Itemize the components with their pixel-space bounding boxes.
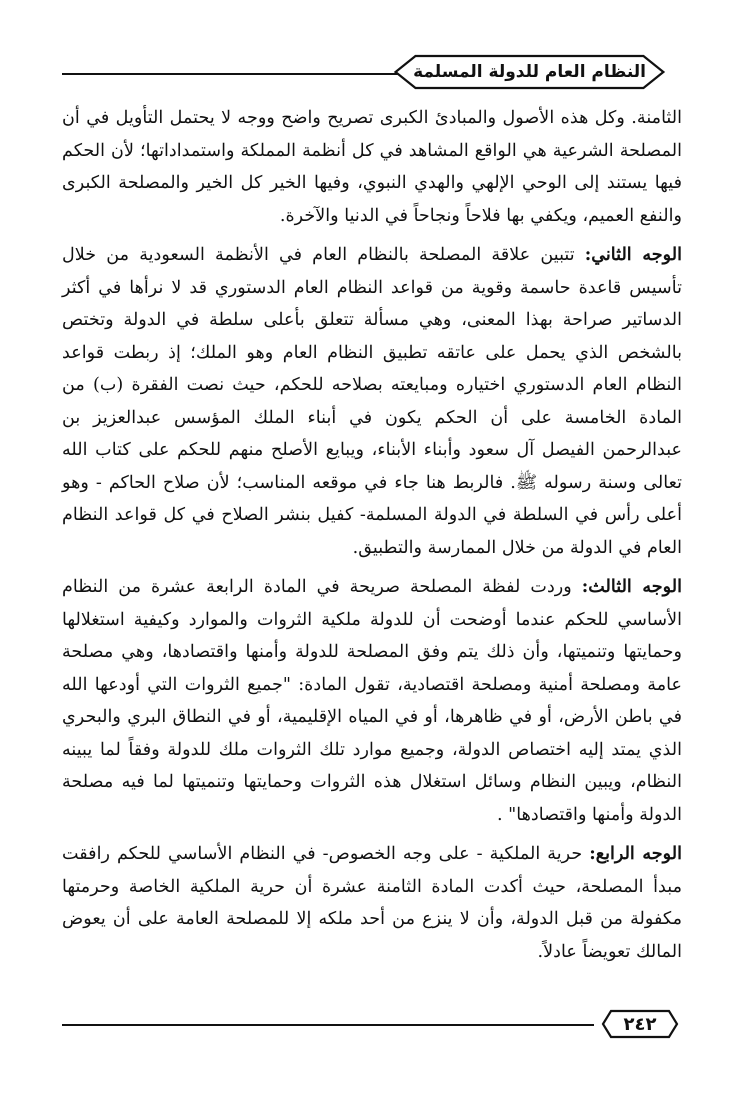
paragraph-text: الثامنة. وكل هذه الأصول والمبادئ الكبرى تصريح واضح ووجه لا يحتمل التأويل في أن المصلحة الشرعية هي الواقع المشاهد في كل أنظمة المملكة واستمداداتها؛ لأن الحكم فيها يستند إلى الوحي الإلهي والهدي النبوي، وفيها الخير كل الخير والمصلحة الكبرى والنفع العميم، ويكفي بها فلاحاً ونجاحاً في الدنيا والآخرة. — [62, 108, 682, 226]
paragraph-2 — [62, 239, 682, 564]
paragraph-lead: الوجه الرابع: — [589, 843, 682, 864]
paragraph-4 — [62, 838, 682, 968]
paragraph-text: حرية الملكية - على وجه الخصوص- في النظام الأساسي للحكم رافقت مبدأ المصلحة، حيث أكدت المادة الثامنة عشرة أن حرية الملكية الخاصة وحرمتها مكفولة من قبل الدولة، وأن لا ينزع من أحد ملكه إلا للمصلحة العامة على أن يعوض المالك تعويضاً عادلاً. — [62, 844, 682, 962]
page-number: ٢٤٢ — [623, 1013, 657, 1035]
paragraph-1 — [62, 102, 682, 232]
paragraph-3 — [62, 571, 682, 831]
running-header-title: النظام العام للدولة المسلمة — [413, 62, 646, 82]
paragraph-text: تتبين علاقة المصلحة بالنظام العام في الأنظمة السعودية من خلال تأسيس قاعدة حاسمة وقوية من قواعد النظام العام الدستوري قد لا نرأها في أكثر الدساتير صراحة بهذا المعنى، وهي مسألة تتعلق بأعلى سلطة في الدولة وتختص بالشخص الذي يحمل على عاتقه تطبيق النظام العام وهو الملك؛ إذ ربطت قواعد النظام العام الدستوري اختياره ومبايعته بصلاحه للحكم، حيث نصت الفقرة (ب) من المادة الخامسة على أن الحكم يكون في أبناء الملك المؤسس عبدالعزيز بن عبدالرحمن الفيصل آل سعود وأبناء الأبناء، ويبايع الأصلح منهم للحكم على كتاب الله تعالى وسنة رسوله ﷺ. فالربط هنا جاء في موقعه المناسب؛ لأن صلاح الحاكم - وهو أعلى رأس في السلطة في الدولة المسلمة- كفيل بنشر الصلاح في كل قواعد النظام العام في الدولة من خلال الممارسة والتطبيق. — [62, 245, 682, 558]
body-text — [62, 102, 682, 975]
running-header — [387, 54, 672, 90]
paragraph-text: وردت لفظة المصلحة صريحة في المادة الرابعة عشرة من النظام الأساسي للحكم عندما أوضحت أن للدولة ملكية الثروات والموارد وكيفية استغلالها وحمايتها وتنميتها، وأن ذلك يتم وفق المصلحة للدولة وأمنها واقتصادها، وهي مصلحة عامة ومصلحة أمنية ومصلحة اقتصادية، تقول المادة: "جميع الثروات التي أودعها الله في باطن الأرض، أو في ظاهرها، أو في المياه الإقليمية، أو في النطاق البري والبحري الذي يمتد إليه اختصاص الدولة، وجميع موارد تلك الثروات ملك للدولة وفقاً لما يبينه النظام، ويبين النظام وسائل استغلال هذه الثروات وحمايتها وتنميتها لما فيه مصلحة الدولة وأمنها واقتصادها" . — [62, 577, 682, 825]
page-number-badge — [600, 1009, 680, 1039]
footer-rule — [62, 1024, 594, 1026]
paragraph-lead: الوجه الثالث: — [581, 576, 682, 597]
paragraph-lead: الوجه الثاني: — [584, 244, 682, 265]
